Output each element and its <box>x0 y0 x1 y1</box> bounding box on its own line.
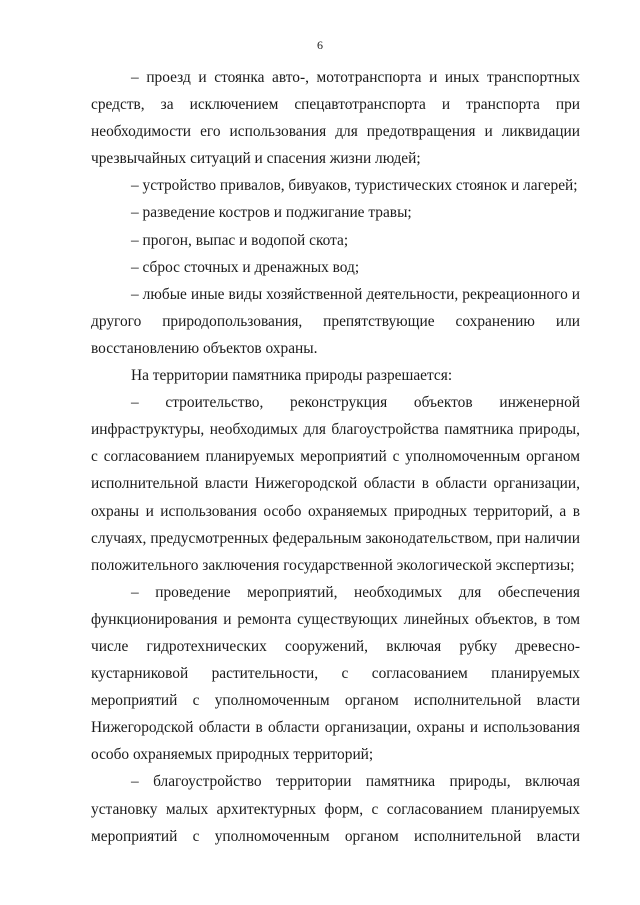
paragraph-permitted-landscaping: – благоустройство территории памятника природы, включая установку малых архитектурных форм, с согласованием планируемых мероприятий с уполномоченным органом исполнительной власти <box>91 773 580 845</box>
document-body <box>91 64 580 850</box>
page-number: 6 <box>317 38 323 52</box>
paragraph-restriction-wastewater: – сброс сточных и дренажных вод; <box>131 258 360 276</box>
paragraph-restriction-other-activities: – любые иные виды хозяйственной деятельности, рекреационного и другого природопользования, препятствующие сохранению или восстановлению объектов охраны. <box>91 285 580 357</box>
paragraph-restriction-camps: – устройство привалов, бивуаков, туристических стоянок и лагерей; <box>131 177 578 195</box>
paragraph-restriction-vehicles: – проезд и стоянка авто-, мототранспорта и иных транспортных средств, за исключением спецавтотранспорта и транспорта при необходимости его использования для предотвращения и ликвидации чрезвычайных ситуаций и спасения жизни людей; <box>91 69 580 168</box>
paragraph-permitted-construction: – строительство, реконструкция объектов инженерной инфраструктуры, необходимых для благоустройства памятника природы, с согласованием планируемых мероприятий с уполномоченным органом исполнительной власти Нижегородской области в области организации, охраны и использования особо охраняемых природных территорий, а в случаях, предусмотренных федеральным законодательством, при наличии положительного заключения государственной экологической экспертизы; <box>91 394 580 574</box>
paragraph-restriction-fires: – разведение костров и поджигание травы; <box>131 204 412 222</box>
paragraph-permitted-linear-objects: – проведение мероприятий, необходимых для обеспечения функционирования и ремонта существующих линейных объектов, в том числе гидротехнических сооружений, включая рубку древесно-кустарниковой растительности, с согласованием планируемых мероприятий с уполномоченным органом исполнительной власти Нижегородской области в области организации, охраны и использования особо охраняемых природных территорий; <box>91 583 580 764</box>
paragraph-restriction-livestock: – прогон, выпас и водопой скота; <box>131 231 349 249</box>
paragraph-permitted-heading: На территории памятника природы разрешается: <box>131 367 453 385</box>
